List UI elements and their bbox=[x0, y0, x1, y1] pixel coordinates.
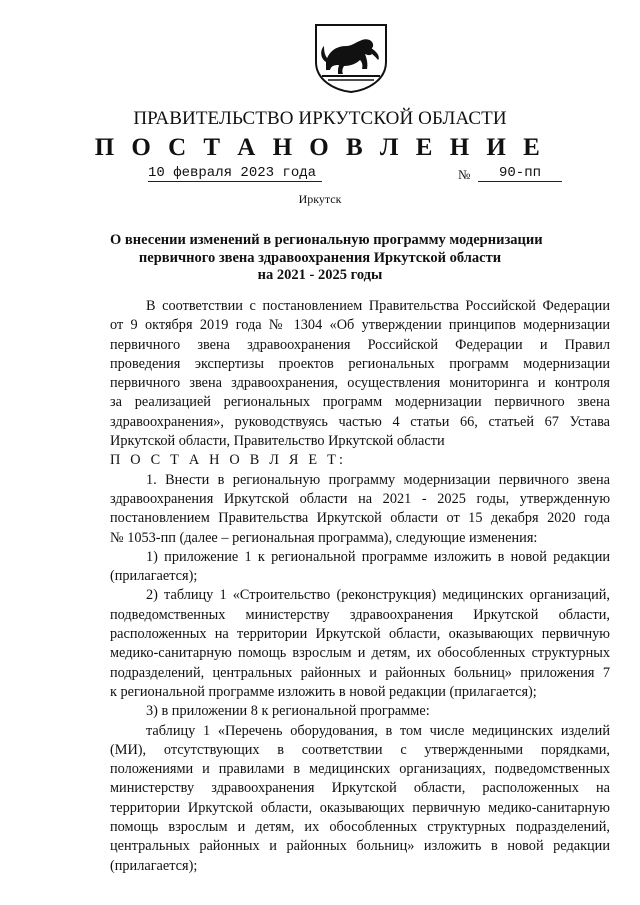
preamble-line: здравоохранения», руководствуясь частью 4 статьи 66, статьей 67 Устава bbox=[110, 413, 610, 430]
sub2-line: к региональной программе изложить в новой редакции (прилагается); bbox=[110, 683, 537, 700]
irkutsk-coat-of-arms-icon bbox=[312, 22, 390, 94]
preamble-line: проведения экспертизы проектов региональных программ модернизации bbox=[110, 355, 610, 372]
table1-line: (МИ), отсутствующих в соответствии с утвержденными порядками, bbox=[110, 741, 610, 758]
document-body bbox=[110, 297, 610, 876]
sub1-line: (прилагается); bbox=[110, 568, 198, 585]
document-heading bbox=[110, 232, 543, 285]
sub1-line: 1) приложение 1 к региональной программе изложить в новой редакции bbox=[146, 548, 610, 565]
heading-line: первичного звена здравоохранения Иркутской области bbox=[138, 249, 502, 266]
sub2-line: медико-санитарную помощь взрослым и детям, их обособленных структурных bbox=[110, 645, 610, 662]
table1-line: территории Иркутской области, оказывающих первичную медико-санитарную bbox=[110, 799, 610, 816]
table1-line: помощь взрослым и детям, их обособленных структурных подразделений, bbox=[110, 819, 610, 836]
government-title: ПРАВИТЕЛЬСТВО ИРКУТСКОЙ ОБЛАСТИ bbox=[133, 108, 507, 129]
document-city: Иркутск bbox=[298, 192, 342, 206]
table1-line: (прилагается); bbox=[110, 857, 198, 874]
preamble-line: от 9 октября 2019 года № 1304 «Об утверждении принципов модернизации bbox=[110, 317, 610, 334]
preamble-line: первичного звена здравоохранения, осуществления мониторинга и контроля bbox=[110, 375, 610, 392]
document-type-title: П О С Т А Н О В Л Е Н И Е bbox=[94, 134, 546, 161]
heading-line: на 2021 - 2025 годы bbox=[257, 267, 383, 283]
sub2-line: 2) таблицу 1 «Строительство (реконструкция) медицинских организаций, bbox=[146, 587, 610, 604]
preamble-line: за реализацией региональных программ модернизации первичного звена bbox=[110, 394, 610, 411]
document-number: 90-пп bbox=[478, 165, 562, 182]
preamble-line: Иркутской области, Правительство Иркутской области bbox=[110, 433, 445, 450]
sub2-line: подразделений, центральных районных и районных больниц» приложения 7 bbox=[110, 664, 610, 681]
number-sign: № bbox=[458, 167, 471, 182]
table1-line: министерству здравоохранения Иркутской области, расположенных на bbox=[110, 780, 610, 797]
table1-line: положениями и правилами в медицинских организациях, подведомственных bbox=[110, 761, 610, 778]
table1-line: центральных районных и районных больниц» изложить в новой редакции bbox=[110, 838, 610, 855]
resolves-heading: П О С Т А Н О В Л Я Е Т: bbox=[110, 452, 347, 469]
sub2-line: подведомственных министерству здравоохранения Иркутской области, bbox=[110, 606, 610, 623]
item1-line: здравоохранения Иркутской области на 2021 - 2025 годы, утвержденную bbox=[110, 490, 610, 507]
item1-line: 1. Внести в региональную программу модернизации первичного звена bbox=[146, 471, 610, 488]
heading-line: О внесении изменений в региональную программу модернизации bbox=[110, 232, 543, 248]
preamble-line: В соответствии с постановлением Правительства Российской Федерации bbox=[146, 298, 610, 314]
item1-line: постановлением Правительства Иркутской области от 15 декабря 2020 года bbox=[110, 510, 610, 527]
preamble-line: первичного звена здравоохранения Российской Федерации и Правил bbox=[110, 336, 610, 353]
sub3-line: 3) в приложении 8 к региональной программе: bbox=[146, 703, 430, 720]
item1-line: № 1053-пп (далее – региональная программа), следующие изменения: bbox=[110, 529, 538, 546]
sub2-line: расположенных на территории Иркутской области, оказывающих первичную bbox=[110, 626, 610, 643]
document-date: 10 февраля 2023 года bbox=[148, 165, 322, 182]
table1-line: таблицу 1 «Перечень оборудования, в том числе медицинских изделий bbox=[146, 722, 610, 739]
